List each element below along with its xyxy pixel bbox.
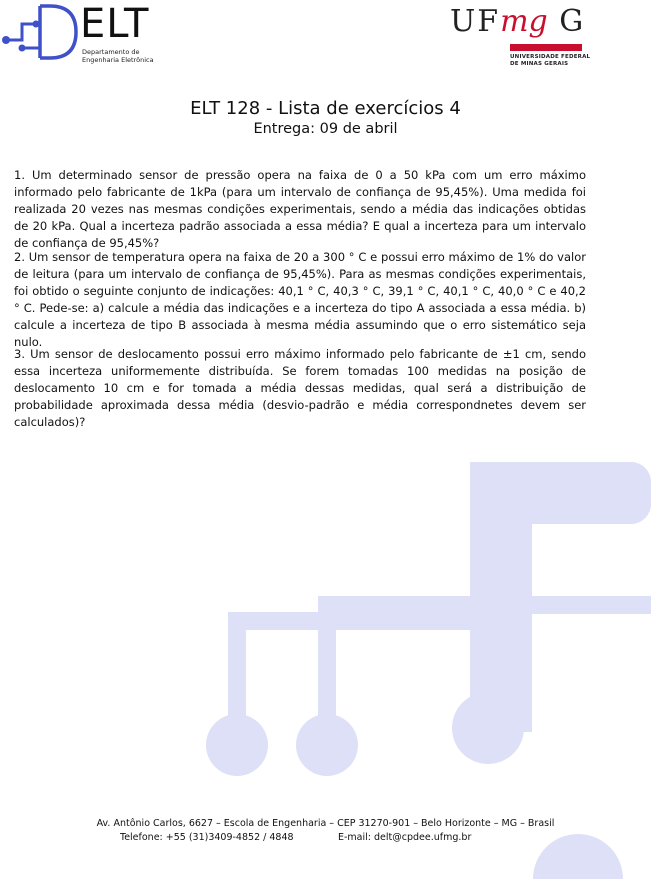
delt-d-icon — [0, 0, 80, 60]
delt-logo-text: ELT — [80, 1, 150, 47]
document-subtitle: Entrega: 09 de abril — [253, 121, 398, 137]
delt-logo-subtitle: Departamento de Engenharia Eletrônica — [82, 48, 154, 64]
ufmg-red-bar — [510, 44, 582, 51]
question-3: 3. Um sensor de deslocamento possui erro máximo informado pelo fabricante de ±1 cm, sendo essa incerteza uniformemente distribuída. Se forem tomadas 100 medidas na posição de deslocamento 10 cm e for tomada a média dessas medidas, qual será a distribuição de probabilidade aproximada dessa média (desvio-padrão e média correspondnetes devem ser calculados)? — [14, 347, 586, 429]
ufmg-logo-subtitle: UNIVERSIDADE FEDERAL DE MINAS GERAIS — [510, 54, 591, 67]
ufmg-logo — [450, 4, 600, 70]
delt-logo — [0, 0, 160, 70]
footer-address: Av. Antônio Carlos, 6627 – Escola de Engenharia – CEP 31270-901 – Belo Horizonte – MG – Brasil — [96, 818, 555, 829]
footer-email: E-mail: delt@cpdee.ufmg.br — [338, 832, 472, 843]
footer-phone: Telefone: +55 (31)3409-4852 / 4848 — [120, 832, 294, 843]
question-1: 1. Um determinado sensor de pressão opera na faixa de 0 a 50 kPa com um erro máximo informado pelo fabricante de 1kPa (para um intervalo de confiança de 95,45%). Uma medida foi realizada 20 vezes nas mesmas condições experimentais, sendo a média das indicações obtidas de 20 kPa. Qual a incerteza padrão associada a essa média? E qual a incerteza para um intervalo de confiança de 95,45%? — [14, 168, 586, 250]
document-title: ELT 128 - Lista de exercícios 4 — [190, 98, 461, 119]
ufmg-logo-text: UFmg G — [450, 4, 586, 39]
question-2: 2. Um sensor de temperatura opera na faixa de 20 a 300 ° C e possui erro máximo de 1% do valor de leitura (para um intervalo de confiança de 95,45%). Para as mesmas condições experimentais, foi obtido o seguinte conjunto de indicações: 40,1 ° C, 40,3 ° C, 39,1 ° C, 40,1 ° C, 40,0 ° C e 40,2 ° C. Pede-se: a) calcule a média das indicações e a incerteza do tipo A associada a essa média. b) calcule a incerteza de tipo B associada à mesma média assumindo que o erro sistemático seja nulo. — [14, 250, 586, 349]
